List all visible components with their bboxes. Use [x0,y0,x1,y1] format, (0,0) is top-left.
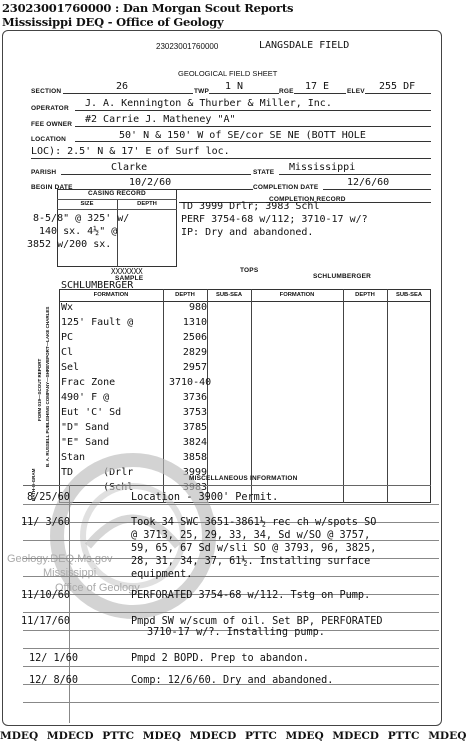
tops-right-heading: SCHLUMBERGER [313,273,372,280]
state-value: Mississippi [289,162,356,173]
report-subtitle: Mississippi DEQ - Office of Geology [2,15,224,29]
fee-owner-label: FEE OWNER [31,121,73,128]
misc-date: 8/25/60 [27,492,70,503]
tops-col-formation: FORMATION [93,292,129,298]
completion-record-title: COMPLETION RECORD [269,196,346,203]
depth-cell: 2506 [182,332,207,343]
tops-col-depth-2: DEPTH [355,292,375,298]
misc-date: 11/ 3/60 [21,517,71,528]
fee-owner-value: #2 Carrie J. Matheney "A" [85,114,236,125]
completion-line-2: PERF 3754-68 w/112; 3710-17 w/? [181,214,368,225]
misc-text: 59, 65, 67 Sd w/sli SO @ 3793, 96, 3825, [131,543,377,554]
rge-label: RGE [279,88,294,95]
side-form-text: FORM 019—SCOUT REPORT [37,358,42,421]
state-label: STATE [253,169,275,176]
depth-cell: 3710-40 [169,377,212,388]
section-label: SECTION [31,88,62,95]
footer-item: PTTC [244,730,277,742]
field-name: LANGSDALE FIELD [259,40,350,51]
misc-date: 12/ 1/60 [29,653,79,664]
card-number: 23023001760000 [156,42,219,51]
depth-cell: 2829 [182,347,207,358]
casing-depth-header: DEPTH [137,201,157,207]
depth-cell: 1310 [182,317,207,328]
formation-cell: PC [61,332,74,343]
misc-text: Comp: 12/6/60. Dry and abandoned. [131,675,334,686]
location-value-2: LOC): 2.5' N & 17' E of Surf loc. [31,146,230,157]
tops-col-subsea-2: SUB-SEA [395,292,423,298]
completion-date-label: COMPLETION DATE [253,184,319,191]
misc-text: PERFORATED 3754-68 w/112. Tstg on Pump. [131,590,371,601]
completion-date-value: 12/6/60 [347,177,390,188]
table-row [3,347,443,362]
twp-label: TWP [194,88,210,95]
tops-left-source: SCHLUMBERGER [61,280,134,291]
casing-line-3: 3852 w/200 sx. [27,239,112,250]
table-row [3,422,443,437]
table-row [3,362,443,377]
depth-cell: 3753 [182,407,207,418]
misc-text: 28, 31, 34, 37, 61½. Installing surface [131,556,371,567]
twp-value: 1 N [225,81,244,92]
watermark-line-3: Office of Geology [55,582,140,594]
footer-bar [0,730,466,742]
casing-line-1: 8-5/8" @ 325' w/ [33,213,130,224]
location-value-1: 50' N & 150' W of SE/cor SE NE (BOTT HOLE [119,130,366,141]
misc-text: Location - 3900' Permit. [131,492,279,503]
watermark-line-2: Mississippi [43,567,97,579]
footer-item: MDEQ [428,730,466,742]
tops-col-subsea: SUB-SEA [215,292,243,298]
operator-value: J. A. Kennington & Thurber & Miller, Inc. [85,98,332,109]
footer-item: PTTC [387,730,420,742]
formation-cell: 125' Fault @ [61,317,134,328]
scout-card [2,30,442,726]
depth-cell: 3983 [182,482,207,493]
formation-cell: Stan [61,452,86,463]
footer-item: MDEQ [142,730,181,742]
tops-title: TOPS [240,267,259,274]
parish-value: Clarke [111,162,148,173]
misc-text: @ 3713, 25, 29, 33, 34, Sd w/SO @ 3757, [131,530,371,541]
report-title: 23023001760000 : Dan Morgan Scout Reports [2,1,294,15]
misc-title: MISCELLANEOUS INFORMATION [189,475,298,482]
elev-label: ELEV [347,88,365,95]
depth-cell: 2957 [182,362,207,373]
misc-date: 11/10/60 [21,590,71,601]
formation-cell: "E" Sand [61,437,110,448]
footer-item: PTTC [102,730,135,742]
misc-date: 12/ 8/60 [29,675,79,686]
formation-cell: (Schl [61,482,134,493]
table-row [3,332,443,347]
footer-item: MDEQ [0,730,39,742]
footer-item: MDECD [332,730,379,742]
formation-cell: Wx [61,302,74,313]
table-row [3,317,443,332]
footer-item: MDECD [46,730,94,742]
side-publisher-text: B. A. RUSSELL PUBLISHING COMPANY—SHREVEPORT—LAKE CHARLES [45,306,50,467]
depth-cell: 3824 [182,437,207,448]
table-row [3,377,443,392]
side-logo-text: BATH-O-GRAM [31,468,36,501]
parish-label: PARISH [31,169,57,176]
begin-date-label: BEGIN DATE [31,184,73,191]
footer-item: MDEQ [285,730,324,742]
begin-date-value: 10/2/60 [129,177,172,188]
misc-date: 11/17/60 [21,616,71,627]
casing-record-title: CASING RECORD [88,190,146,197]
depth-cell: 3999 [182,467,207,478]
misc-text: Pmpd SW w/scum of oil. Set BP, PERFORATED [131,616,383,627]
misc-text: Took 34 SWC 3651-3861½ rec ch w/spots SO [131,517,377,528]
depth-cell: 3785 [182,422,207,433]
sample-heading: SAMPLE [115,275,144,282]
tops-col-depth: DEPTH [175,292,195,298]
casing-line-2: 140 sx. 4½" @ [39,226,118,237]
formation-cell: Eut 'C' Sd [61,407,122,418]
operator-label: OPERATOR [31,105,69,112]
formation-cell: Frac Zone [61,377,116,388]
formation-cell: TD (Drlr [61,467,134,478]
misc-text: Pmpd 2 BOPD. Prep to abandon. [131,653,309,664]
formation-cell: "D" Sand [61,422,110,433]
tops-col-formation-2: FORMATION [279,292,315,298]
watermark-line-1: Geology.DEQ.Ms.gov [7,553,113,565]
rge-value: 17 E [305,81,330,92]
completion-line-1: TD 3999 Drlr; 3983 Schl [181,201,320,212]
sample-strike: XXXXXXX [111,267,143,276]
table-row [3,437,443,452]
sheet-title: GEOLOGICAL FIELD SHEET [178,69,278,78]
section-value: 26 [116,81,129,92]
location-label: LOCATION [31,136,67,143]
formation-cell: 490' F @ [61,392,110,403]
misc-text: 3710-17 w/?. Installing pump. [147,627,325,638]
table-row [3,407,443,422]
depth-cell: 3736 [182,392,207,403]
table-row [3,302,443,317]
formation-cell: Sel [61,362,80,373]
formation-cell: Cl [61,347,74,358]
depth-cell: 3858 [182,452,207,463]
table-row [3,392,443,407]
elev-value: 255 DF [379,81,416,92]
misc-text: equipment. [131,569,193,580]
completion-line-3: IP: Dry and abandoned. [181,227,314,238]
depth-cell: 980 [188,302,207,313]
casing-size-header: SIZE [80,201,94,207]
footer-item: MDECD [189,730,237,742]
